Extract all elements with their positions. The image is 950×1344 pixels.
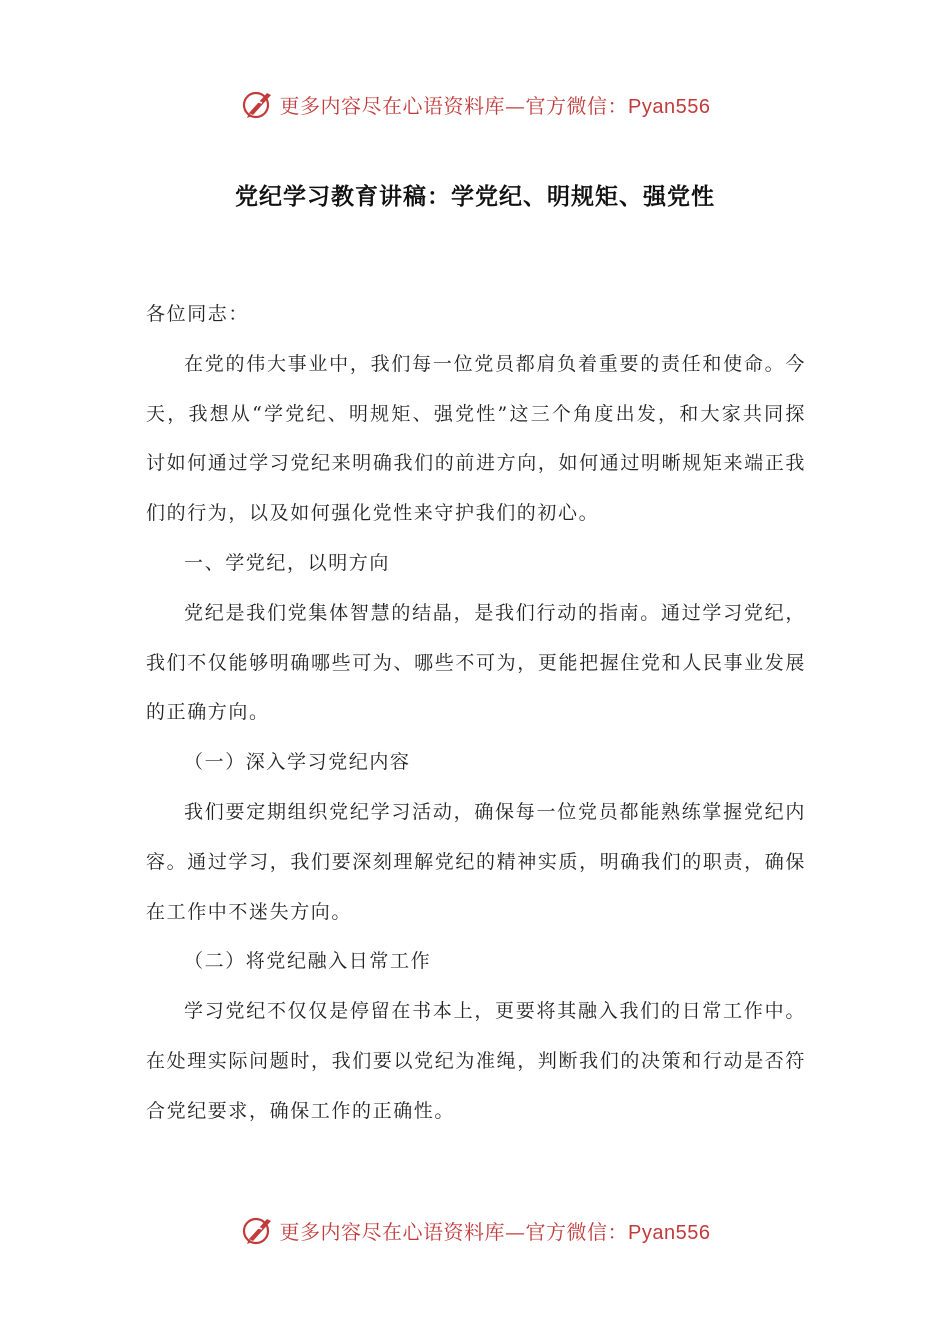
watermark-text: 更多内容尽在心语资料库—官方微信：Pyan556: [279, 93, 711, 118]
header-watermark: [0, 84, 950, 124]
paragraph-1-2: 学习党纪不仅仅是停留在书本上，更要将其融入我们的日常工作中。在处理实际问题时，我们要以党纪为准绳，判断我们的决策和行动是否符合党纪要求，确保工作的正确性。: [146, 1000, 806, 1122]
pen-logo-icon: [240, 1212, 276, 1248]
watermark-handle: Pyan556: [628, 95, 711, 118]
subheading-1-1: （一）深入学习党纪内容: [184, 751, 411, 774]
watermark-text: 更多内容尽在心语资料库—官方微信：Pyan556: [279, 1219, 711, 1244]
paragraph-1-1: 我们要定期组织党纪学习活动，确保每一位党员都能熟练掌握党纪内容。通过学习，我们要深刻理解党纪的精神实质，明确我们的职责，确保在工作中不迷失方向。: [146, 800, 806, 923]
paragraph-intro: 在党的伟大事业中，我们每一位党员都肩负着重要的责任和使命。今天，我想从“学党纪、明规矩、强党性”这三个角度出发，和大家共同探讨如何通过学习党纪来明确我们的前进方向，如何通过明晰规矩来端正我们的行为，以及如何强化党性来守护我们的初心。: [146, 352, 806, 525]
subheading-1-2: （二）将党纪融入日常工作: [184, 950, 432, 973]
section-heading-1: 一、学党纪，以明方向: [184, 551, 391, 574]
pen-logo-icon: [240, 86, 276, 122]
watermark-handle: Pyan556: [628, 1221, 711, 1244]
footer-watermark: [0, 1210, 950, 1250]
document-body: [146, 290, 806, 1137]
document-title: 党纪学习教育讲稿：学党纪、明规矩、强党性: [235, 184, 715, 210]
paragraph-section-1: 党纪是我们党集体智慧的结晶，是我们行动的指南。通过学习党纪，我们不仅能够明确哪些可为、哪些不可为，更能把握住党和人民事业发展的正确方向。: [146, 601, 806, 724]
salutation: 各位同志：: [146, 303, 250, 325]
